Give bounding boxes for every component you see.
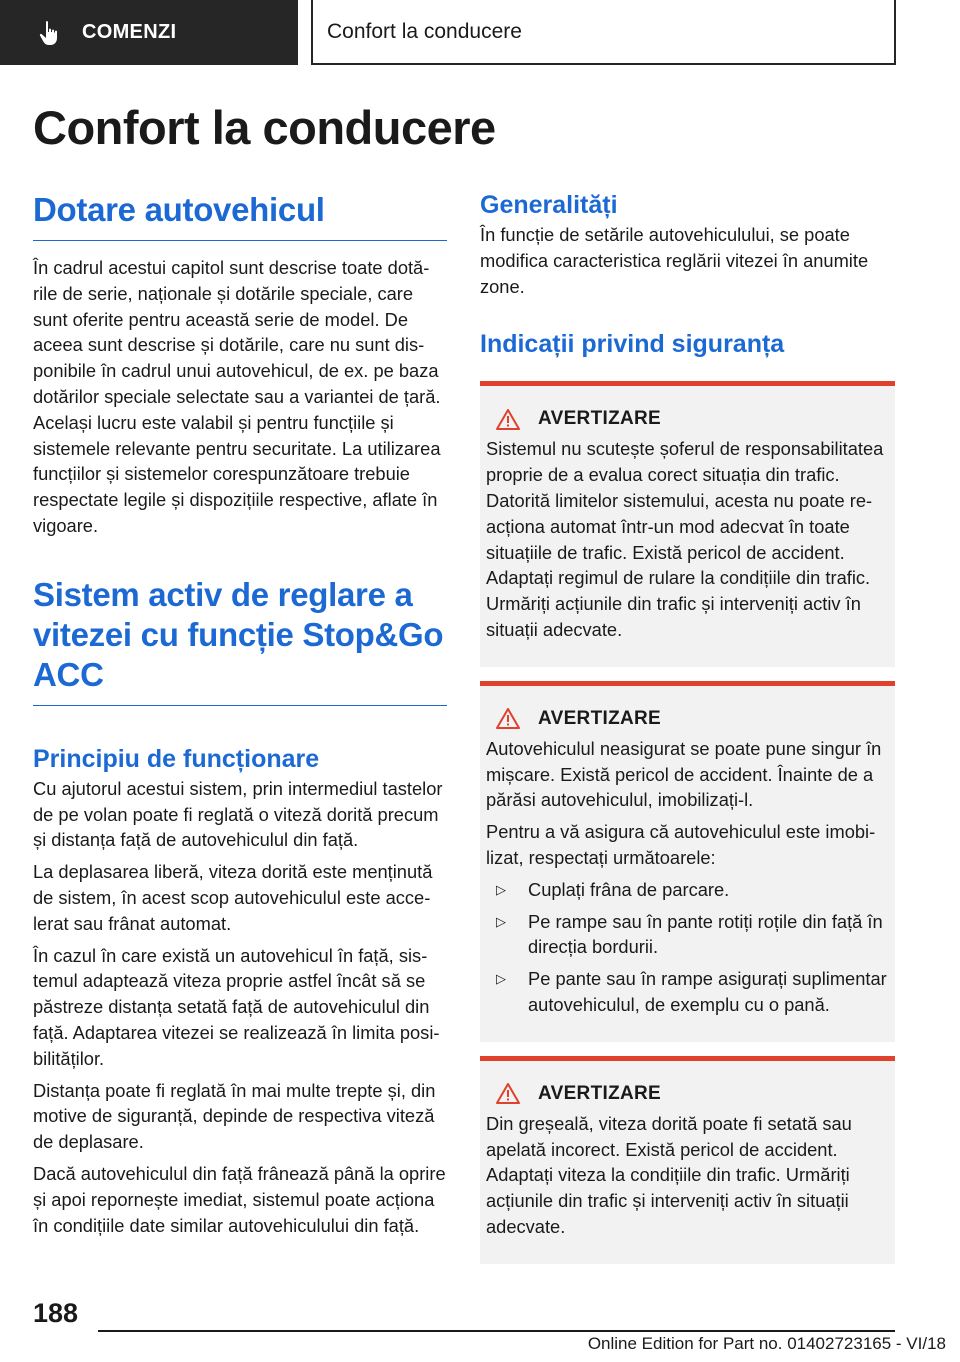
warning-list [486, 877, 887, 1018]
left-column [33, 190, 447, 1244]
header-chapter-tab [311, 0, 896, 65]
heading-principiu: Principiu de funcționare [33, 744, 320, 773]
warning-text: Pentru a vă asigura că autovehiculul este imobilizat, respectați următoarele: [486, 821, 876, 868]
warning-title: AVERTIZARE [538, 1082, 661, 1104]
warning-triangle-icon [496, 708, 520, 729]
warning-triangle-icon [496, 1083, 520, 1104]
paragraph-principiu-3: În cazul în care există un autovehicul în față, sistemul adaptează viteza proprie astfel încât să se păstreze distanța setată față de autovehiculul din față. Adaptarea vitezei se realizează în limita posibilităților. [33, 944, 440, 1069]
section-label: COMENZI [82, 21, 177, 43]
heading-sistem-acc: Sistem activ de reglare a vitezei cu funcție Stop&Go ACC [33, 575, 447, 706]
list-item: ▷ Pe pante sau în rampe asigurați suplimentar autovehiculul, de exemplu cu o pană. [486, 966, 887, 1018]
hand-pointer-icon [38, 20, 62, 46]
paragraph-principiu-1: Cu ajutorul acestui sistem, prin intermediul tastelor de pe volan poate fi reglată o viteză dorită precum și distanța față de autovehiculul din față. [33, 777, 443, 851]
paragraph-generalitati: În funcție de setările autovehiculului, se poate modifica caracteristica reglării vitezei în anumite zone. [480, 224, 869, 297]
warning-title: AVERTIZARE [538, 408, 661, 430]
footer-divider [98, 1330, 895, 1332]
triangle-bullet-icon: ▷ [496, 881, 506, 897]
warning-text: Din greșeală, viteza dorită poate fi setată sau apelată incorect. Există pericol de accident. Adaptați viteza la condițiile din trafic. Urmăriți acțiunile din trafic și interveniți activ în situații adecvate. [486, 1112, 852, 1237]
page-number: 188 [33, 1298, 79, 1328]
warning-box-3 [480, 1056, 895, 1264]
warning-text: Sistemul nu scutește șoferul de responsabilitatea proprie de a evalua corect situația din trafic. Datorită limitelor sistemului, acesta nu poate reacționa automat într-un mod adecvat în toate situațiile de trafic. Există pericol de accident. Adaptați regimul de rulare la condițiile din trafic. Urmăriți acțiunile din trafic și interveniți activ în situații adecvate. [486, 438, 884, 640]
paragraph-principiu-4: Distanța poate fi reglată în mai multe trepte și, din motive de siguranță, depinde de respectiva viteză de deplasare. [33, 1079, 436, 1153]
chapter-label: Confort la conducere [327, 19, 522, 43]
warning-text: Autovehiculul neasigurat se poate pune singur în mișcare. Există pericol de accident. Înainte de a părăsi autovehiculul, imobilizați-l. [486, 737, 882, 811]
triangle-bullet-icon: ▷ [496, 971, 506, 987]
page-title: Confort la conducere [33, 101, 496, 154]
paragraph-principiu-5: Dacă autovehiculul din față frânează până la oprire și apoi repornește imediat, sistemul poate acționa în condițiile date similar autovehiculului din față. [33, 1162, 446, 1236]
header-section-tab [0, 0, 298, 65]
warning-title: AVERTIZARE [538, 707, 661, 729]
right-column [480, 190, 895, 1278]
paragraph-dotare: În cadrul acestui capitol sunt descrise toate dotările de serie, naționale și dotările speciale, care sunt oferite pentru această serie de model. De aceea sunt descrise și dotările, care nu sunt disponibile în cadrul unui autovehicul, de ex. pe baza dotărilor speciale selectate sau a variantei de țară. Același lucru este valabil și pentru funcțiile și sistemele relevante pentru securitate. La utilizarea funcțiilor și sistemelor corespunzătoare trebuie respectate legile și dispozițiile respective, aflate în vigoare. [33, 257, 441, 536]
paragraph-principiu-2: La deplasarea liberă, viteza dorită este menținută de sistem, în acest scop autovehiculul este accelerat sau frânat automat. [33, 861, 433, 934]
footer-edition: Online Edition for Part no. 01402723165 - VI/18 [587, 1334, 946, 1353]
heading-generalitati: Generalități [480, 191, 618, 219]
warning-box-1 [480, 381, 895, 666]
heading-indicatii: Indicații privind siguranța [480, 330, 785, 359]
warning-triangle-icon [496, 409, 520, 430]
list-item: ▷ Cuplați frâna de parcare. [486, 877, 887, 903]
heading-dotare: Dotare autovehicul [33, 190, 447, 241]
triangle-bullet-icon: ▷ [496, 913, 506, 929]
warning-box-2 [480, 681, 895, 1042]
list-item: ▷ Pe rampe sau în pante rotiți roțile din față în direcția bordurii. [486, 909, 887, 961]
